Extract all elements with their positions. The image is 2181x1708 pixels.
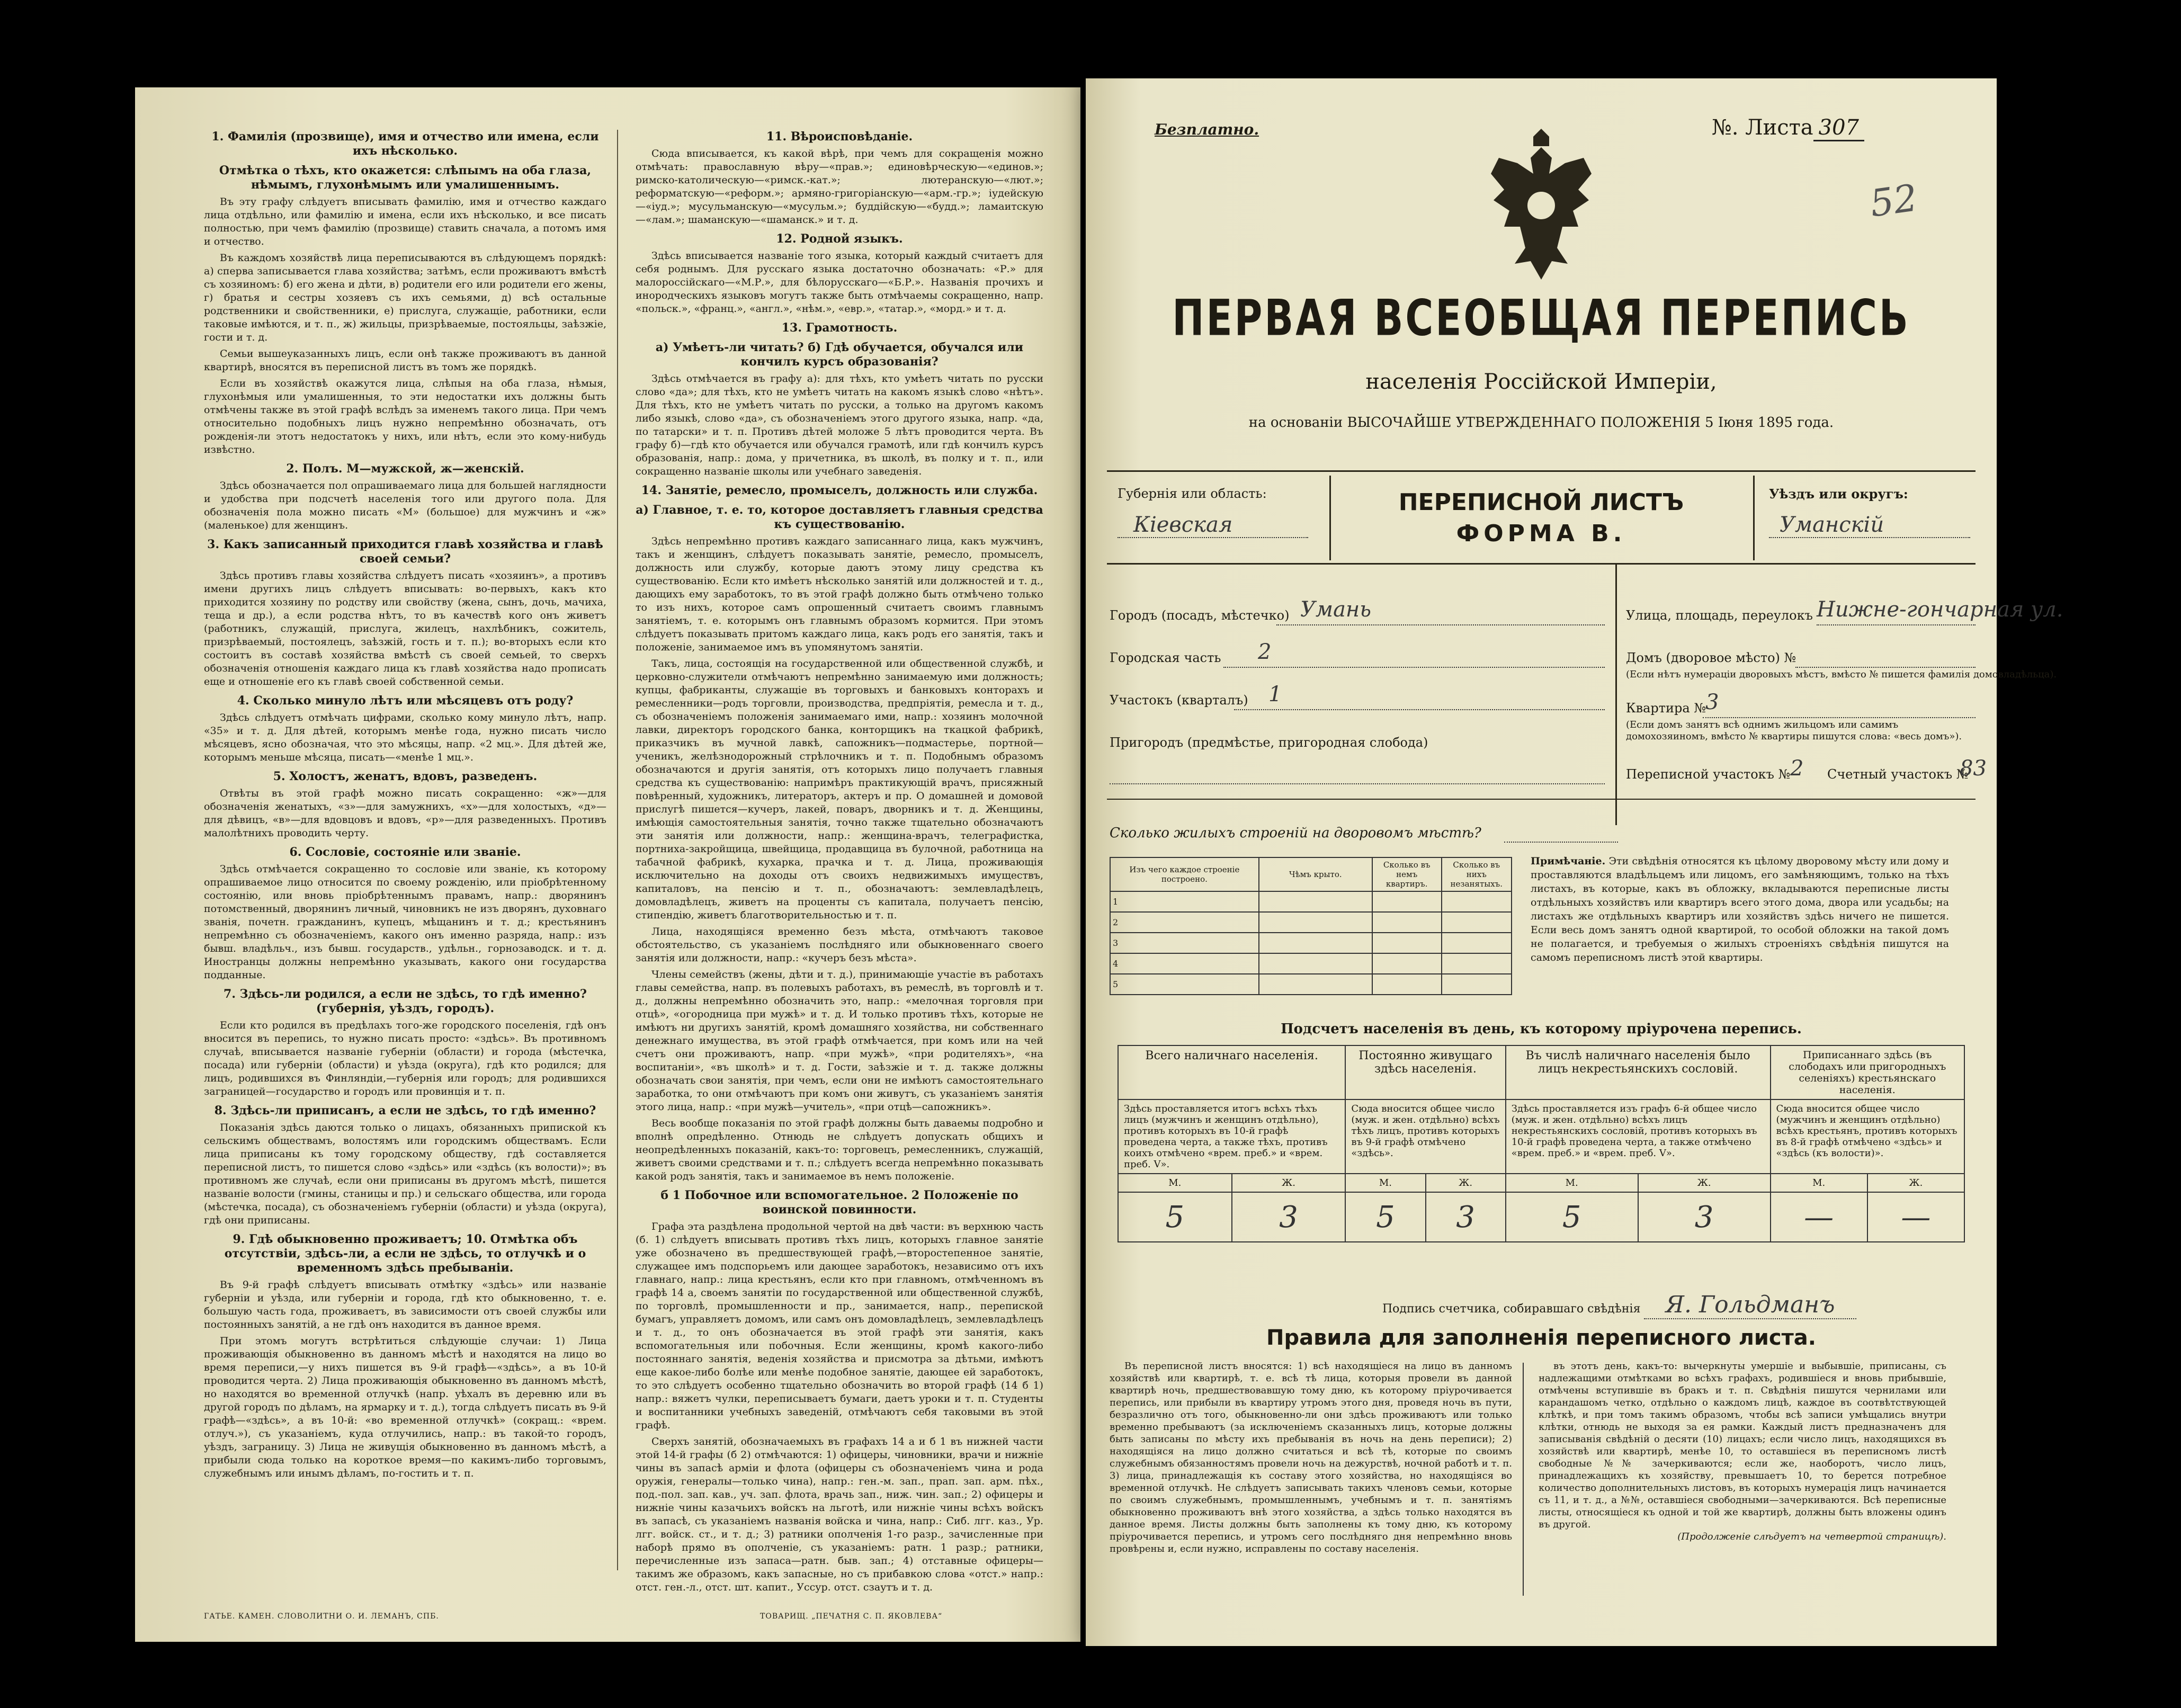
section-heading: 4. Сколько минуло лѣтъ или мѣсяцевъ отъ роду? [237,694,574,708]
instruction-paragraph: Показанія здѣсь даются только о лицахъ, обязанныхъ припиской къ сельскимъ обществамъ, волостямъ или городскимъ обществамъ. Если лица приписаны къ тому городскому обществу, гдѣ составляется переписной листъ, то пишется слово «здѣсь» или «здѣсь (къ волости)»; въ противномъ же случаѣ, если они приписаны въ другомъ мѣстѣ, пишется названіе волости (гмины, станицы и пр.) и сельскаго общества, или города (мѣстечка, посада), съ обозначеніемъ губерніи (области) и уѣзда (округа), гдѣ они приписаны. [204,1122,606,1226]
form-title-variant: ФОРМА В. [1456,520,1626,547]
section-heading: Отмѣтка о тѣхъ, кто окажется: слѣпымъ на оба глаза, нѣмымъ, глухонѣмымъ или умалишеннымъ. [219,164,592,192]
section-heading: 3. Какъ записанный приходится главѣ хозяйства и главѣ своей семьи? [207,538,603,566]
form-title-main: ПЕРЕПИСНОЙ ЛИСТЪ [1398,489,1684,516]
buildings-table [1110,857,1512,995]
instruction-paragraph: Въ каждомъ хозяйствѣ лица переписываются въ слѣдующемъ порядкѣ: а) сперва записывается глава хозяйства; затѣмъ, если проживаютъ вмѣстѣ съ хозяиномъ: б) его жена и дѣти, в) родители его или родители его жены, г) братья и сестры хозяевъ съ ихъ семьями, д) всѣ остальные родственники и свойственники, е) прислуга, служащіе, работники, если таковые имѣются, и т. п., ж) жильцы, призрѣваемые, постояльцы, заѣзжіе, гости и т. д. [204,252,606,343]
section-heading: а) Умѣетъ-ли читать? б) Гдѣ обучается, обучался или кончилъ курсъ образованія? [655,341,1024,369]
gorod-value[interactable]: Умань [1300,597,1372,622]
section-heading: б 1 Побочное или вспомогательное. 2 Положеніе по воинской повинности. [660,1188,1018,1217]
chast-field [1110,640,1272,665]
instruction-paragraph: Въ 9-й графѣ слѣдуетъ вписывать отмѣтку «здѣсь» или названіе губерніи и уѣзда, или губерніи и города, гдѣ кто обыкновенно, т. е. большую часть года, проживаетъ, въ зависимости отъ своей службы или постоянныхъ занятій, а не гдѣ онъ находится въ данное время. [204,1279,606,1330]
buildings-row [1110,891,1512,912]
buildings-row [1110,933,1512,953]
sex-label: Ж. [1867,1174,1964,1192]
building-note-title: Примѣчаніе. [1531,855,1606,867]
count-value[interactable]: 5 [1118,1192,1232,1242]
kvartira-label: Квартира № [1626,701,1706,716]
buildings-table-body [1110,891,1512,995]
rules-text-1: Въ переписной листъ вносятся: 1) всѣ находящіеся на лицо въ данномъ хозяйствѣ или квартирѣ, т. е. всѣ тѣ лица, которыя провели въ данной квартирѣ ночь, предшествовавшую тому дню, къ которому пріурочивается перепись, или прибыли въ квартиру утромъ этого дня, проведя ночь въ пути, безразлично отъ того, обыкновенно-ли они здѣсь проживаютъ или только временно пребываютъ (за исключеніемъ сказанныхъ лицъ, которые должны быть записаны по мѣсту ихъ пребыванія въ ночь на день переписи); 2) находящіяся на лицо должно считаться и всѣ тѣ, которые по своимъ служебнымъ обязанностямъ провели ночь на дежурствѣ, ночной работѣ и т. п. 3) лица, принадлежащія къ составу этого хозяйства, но находящіяся во временной отлучкѣ. Не слѣдуетъ записывать такихъ членовъ семьи, которые по своимъ служебнымъ, промышленнымъ, учебнымъ и т. п. занятіямъ обыкновенно проживаютъ внѣ этого хозяйства, а здѣсь только находятся въ данное время. Листы должны быть заполнены къ тому дню, къ которому пріурочивается перепись, и утромъ сего послѣдняго дня непремѣнно вновь провѣрены и, если нужно, исправлены по составу населенія. [1110,1361,1512,1554]
bldg-header-roof: Чѣмъ крыто. [1259,857,1372,891]
page-subtitle-basis: на основаніи ВЫСОЧАЙШЕ УТВЕРЖДЕННАГО ПОЛОЖЕНІЯ 5 Іюня 1895 года. [1248,415,1834,431]
instruction-paragraph: Отвѣты въ этой графѣ можно писать сокращенно: «ж»—для обозначенія женатыхъ, «з»—для замужнихъ, «х»—для холостыхъ, «д»—для дѣвицъ, «в»—для вдовцовъ и вдовъ, «р»—для разведенныхъ. Противъ малолѣтнихъ проводить черту. [204,788,606,839]
uezd-underline [1769,536,1970,538]
buildings-row-number: 4 [1110,953,1259,974]
imperial-eagle-icon [1478,126,1605,287]
instruction-paragraph: Въ эту графу слѣдуетъ вписывать фамилію, имя и отчество каждаго лица отдѣльно, или фамилію и имена, если ихъ нѣсколько, и все писать полностью, при чемъ фамилію (прозвище) ставить сначала, а потомъ имя и отчество. [204,196,606,247]
section-heading: 9. Гдѣ обыкновенно проживаетъ; 10. Отмѣтка объ отсутствіи, здѣсь-ли, а если не здѣсь, то отлучкѣ и о временномъ здѣсь пребываніи. [224,1232,586,1275]
schet-uch-value[interactable]: 83 [1960,756,1987,781]
rules-column-1 [1110,1360,1512,1555]
pop-header-noncrest: Въ числѣ наличнаго населенія было лицъ некрестьянскихъ сословій. [1506,1045,1771,1099]
buildings-row [1110,953,1512,974]
buildings-row-number: 1 [1110,891,1259,912]
buildings-cell[interactable] [1442,974,1512,995]
buildings-question: Сколько жилыхъ строеній на дворовомъ мѣстѣ? [1110,825,1481,841]
buildings-row-number: 2 [1110,912,1259,933]
divider [1753,476,1755,560]
section-heading: 5. Холостъ, женатъ, вдовъ, разведенъ. [273,770,538,783]
buildings-cell[interactable] [1372,974,1442,995]
kvartira-value[interactable]: 3 [1705,690,1719,714]
form-header [1086,476,1997,560]
instruction-paragraph: Здѣсь непремѣнно противъ каждаго записаннаго лица, какъ мужчинъ, такъ и женщинъ, слѣдуетъ показывать занятіе, ремесло, промыселъ, должность или службу, которые даютъ этому лицу средства къ существованію. Если кто имѣетъ нѣсколько занятій или должностей и т. д., дающихъ ему заработокъ, то въ этой графѣ должно быть отмѣчено только то изъ нихъ, которое самъ опрошенный считаетъ своимъ главнымъ занятіемъ, т. е. которымъ онъ главнымъ образомъ кормится. При этомъ слѣдуетъ показывать притомъ каждаго лица, какъ родъ его занятія, такъ и положеніе, занимаемое имъ въ упомянутомъ занятіи. [636,535,1043,653]
count-row [1118,1192,1964,1242]
section-heading: 13. Грамотность. [781,321,898,335]
instructions-page [135,87,1080,1642]
buildings-cell[interactable] [1442,912,1512,933]
buildings-cell[interactable] [1372,891,1442,912]
instruction-paragraph: Сюда вписывается, къ какой вѣрѣ, при чемъ для сокращенія можно отмѣчать: православную вѣру—«прав.»; единовѣрческую—«единов.»; римско-католическую—«римск.-кат.»; лютеранскую—«лют.»; реформатскую—«реформ.»; армяно-григоріанскую—«арм.-гр.»; іудейскую—«іуд.»; мусульманскую—«мусульм.»; буддійскую—«будд.»; ламаитскую—«лам.»; шаманскую—«шаманск.» и т. д. [636,148,1043,226]
instruction-paragraph: Здѣсь слѣдуетъ отмѣчать цифрами, сколько кому минуло лѣтъ, напр. «35» и т. д. Для дѣтей, которымъ менѣе года, нужно писать число мѣсяцевъ, ясно обозначая, что это мѣсяцы, напр. «2 мц.». Для дѣтей же, которымъ меньше мѣсяца, писать—«менѣе 1 мц.». [204,712,606,763]
sex-label: Ж. [1232,1174,1346,1192]
building-note-text: Эти свѣдѣнія относятся къ цѣлому дворовому мѣсту или дому и проставляются владѣльцемъ или лицомъ, его замѣняющимъ, только на тѣхъ листахъ, въ которые, какъ въ обложку, вкладываются переписные листы отдѣльныхъ хозяйствъ или квартиръ всего этого дома, двора или усадьбы; на листахъ же отдѣльныхъ квартиръ или хозяйствъ здѣсь ничего не пишется. Если весь домъ занятъ одной квартирой, то особой обложки на такой домъ не полагается, и требуемыя о жилыхъ строеніяхъ свѣдѣнія пишутся на самомъ переписномъ листѣ этой квартиры. [1531,855,1949,963]
count-value[interactable]: — [1771,1192,1867,1242]
pop-desc-present: Здѣсь проставляется итогъ всѣхъ тѣхъ лицъ (мужчинъ и женщинъ отдѣльно), противъ которыхъ въ 10-й графѣ проведена черта, а также тѣхъ, противъ коихъ отмѣчено «врем. преб.» и «врем. преб. V». [1118,1099,1345,1174]
dom-field [1626,650,1796,665]
kvartira-field [1626,690,1719,716]
gubernia-value[interactable]: Кіевская [1133,513,1233,537]
instruction-paragraph: Весь вообще показанія по этой графѣ должны быть даваемы подробно и вполнѣ опредѣленно. Отнюдь не слѣдуетъ допускать общихъ и неопредѣленныхъ показаній, какъ-то: торговецъ, ремесленникъ, служащій, живетъ своими средствами и т. п.; слѣдуетъ всегда непремѣнно показывать какой родъ занятія, такъ и занимаемое въ немъ положеніе. [636,1117,1043,1182]
instruction-paragraph: Лица, находящіяся временно безъ мѣста, отмѣчаютъ таковое обстоятельство, съ указаніемъ послѣдняго или обыкновеннаго своего занятія или должности, напр.: «кучеръ безъ мѣста». [636,926,1043,964]
pop-desc-noncrest: Здѣсь проставляется изъ графъ 6-й общее число (муж. и жен. отдѣльно) всѣхъ лицъ некрестьянскихъ сословій, противъ которыхъ въ 10-й графѣ проведена черта, а также отмѣчено «врем. преб.» и «врем. преб. V». [1506,1099,1771,1174]
buildings-cell[interactable] [1259,953,1372,974]
sex-header-row [1118,1174,1964,1192]
count-value[interactable]: 5 [1506,1192,1638,1242]
instructions-column-2 [636,124,1043,1597]
pencil-number: 52 [1867,176,1920,226]
sex-label: М. [1345,1174,1425,1192]
count-value[interactable]: 3 [1638,1192,1771,1242]
gubernia-label: Губернія или область: [1118,486,1267,501]
uezd-label: Уѣздъ или округъ: [1769,486,1908,502]
buildings-cell[interactable] [1442,953,1512,974]
uezd-value[interactable]: Уманскій [1780,513,1884,537]
dom-note: (Если нѣтъ нумераціи дворовыхъ мѣстъ, вмѣсто № пишется фамилія домовладѣльца). [1626,669,2057,680]
rules-title: Правила для заполненія переписного листа. [1266,1326,1816,1350]
instruction-paragraph: Если въ хозяйствѣ окажутся лица, слѣпыя на оба глаза, нѣмыя, глухонѣмыя или умалишенныя, то эти недостатки ихъ должны быть отмѣчены также въ этой графѣ вслѣдъ за именемъ такого лица. При чемъ относительно подобныхъ лицъ нужно непремѣнно обозначать, отъ рожденія-ли этотъ недостатокъ у нихъ, или нѣтъ, если это кому-нибудь извѣстно. [204,378,606,455]
buildings-cell[interactable] [1442,933,1512,953]
section-heading: 11. Вѣроисповѣданіе. [766,130,913,144]
pop-header-peasant: Приписаннаго здѣсь (въ слободахъ или пригородныхъ селеніяхъ) крестьянскаго населенія. [1771,1045,1964,1099]
census-form-page [1086,78,2063,1646]
buildings-cell[interactable] [1442,891,1512,912]
dom-underline [1795,666,1976,668]
schet-uch-field [1827,756,1987,782]
bldg-header-material: Изъ чего каждое строеніе построено. [1110,857,1259,891]
ulitsa-field [1626,597,2063,623]
instruction-paragraph: Если кто родился въ предѣлахъ того-же городского поселенія, гдѣ онъ вносится въ перепись, то нужно писать просто: «здѣсь». Въ противномъ случаѣ, вписывается названіе губерніи (области) и города (мѣстечка, посада) или губерніи (области) и уѣзда (округа), гдѣ кто родился; для лицъ, родившихся въ Финляндіи,—губернія или городъ; для родившихся заграницей—государство и городъ или провинція и т. п. [204,1020,606,1097]
free-label: Безплатно. [1155,121,1259,138]
instruction-paragraph: Такъ, лица, состоящія на государственной или общественной службѣ, и церковно-служители отмѣчаютъ непремѣнно занимаемую ими должность; купцы, фабриканты, служащіе въ торговыхъ и банковыхъ конторахъ и ремесленники—родъ торговли, производства, предпріятія, ремесла и т. д., съ обозначеніемъ положенія занимаемаго ими, напр.: хозяинъ молочной лавки, директоръ городского банка, конторщикъ на ткацкой фабрикѣ, приказчикъ въ мучной лавкѣ, сапожникъ—подмастерье, портной—ученикъ, желѣзнодорожный стрѣлочникъ и т. п. Подобнымъ образомъ обозначаются и другія занятія, отъ которыхъ лицо получаетъ главныя средства къ существованію: напримѣръ практикующій врачъ, присяжный повѣренный, художникъ, литераторъ, актеръ и пр. О домашней и домовой прислугѣ пишется—кучеръ, лакей, поваръ, дворникъ и т. д. Женщины, имѣющія самостоятельныя занятія, точно также тщательно обозначаютъ эти занятія или должности, напр.: женщина-врачъ, телеграфистка, портниха-закройщица, швейщица, продавщица въ булочной, работница на табачной фабрикѣ, кухарка, прачка и т. д. Лица, проживающія исключительно на доходы отъ своихъ недвижимыхъ имуществъ, капиталовъ, на пенсію и т. п., обозначаютъ: землевладѣлецъ, домовладѣлецъ, живетъ на проценты съ капитала, получаетъ пенсію, стипендію, живетъ благотворительностью и т. п. [636,658,1043,921]
buildings-row-number: 3 [1110,933,1259,953]
prigorod-underline [1110,783,1605,784]
sex-label: Ж. [1638,1174,1771,1192]
enumerator-signature [1382,1291,1856,1318]
uchastok-underline [1234,709,1605,710]
printer-footer-right: ТОВАРИЩ. „ПЕЧАТНЯ С. П. ЯКОВЛЕВА“ [760,1612,943,1621]
rules-column-2 [1539,1360,1946,1543]
signature-value[interactable]: Я. Гольдманъ [1644,1291,1856,1319]
section-heading: а) Главное, т. е. то, которое доставляетъ главныя средства къ существованію. [636,503,1043,531]
buildings-row [1110,974,1512,995]
buildings-underline [1504,841,1618,843]
section-heading: 12. Родной языкъ. [776,232,903,246]
divider [1107,563,1976,565]
page-subtitle: населенія Россійской Имперіи, [1365,370,1717,394]
sheet-number [1712,115,1864,140]
divider [1107,799,1976,800]
ulitsa-underline [1817,624,1976,625]
gubernia-underline [1118,536,1308,538]
column-divider [1523,1363,1524,1596]
section-heading: 8. Здѣсь-ли приписанъ, а если не здѣсь, то гдѣ именно? [214,1104,596,1117]
building-note [1531,854,1949,964]
instruction-paragraph: Графа эта раздѣлена продольной чертой на двѣ части: въ верхнюю часть (б. 1) слѣдуетъ вписывать противъ тѣхъ лицъ, которыхъ главное занятіе уже обозначено въ предшествующей графѣ,—второстепенное занятіе, служащее имъ подспорьемъ или дающее заработокъ, независимо отъ ихъ главнаго, напр.: лица крестьянъ, если кто при главномъ, отмѣченномъ въ графѣ 14 а, своемъ занятіи по государственной или общественной службѣ, по торговлѣ, промышленности и пр., занимается, напр., перепиской бумагъ, управляетъ домомъ, или самъ онъ домовладѣлецъ, землевладѣлецъ и т. д., то онъ обозначается въ этой графѣ эти занятія, какъ вспомогательныя или побочныя. Если женщины, кромѣ какого-либо постояннаго занятія, веденія хозяйства и присмотра за дѣтьми, имѣютъ еще какое-либо болѣе или менѣе подобное занятіе, дающее ей заработокъ, то это слѣдуетъ особенно тщательно обозначить во второй графѣ (14 б 1) напр.: вяжетъ чулки, переписываетъ бумаги, даетъ уроки и т. п. Студенты и воспитанники учебныхъ заведеній, отмѣчаютъ себя таковыми въ этой графѣ. [636,1221,1043,1431]
ulitsa-value[interactable]: Нижне-гончарная ул. [1817,597,2063,622]
prigorod-field [1110,735,1428,750]
instruction-paragraph: Здѣсь отмѣчается сокращенно то сословіе или званіе, къ которому опрашиваемое лицо относится по своему рожденію, или пріобрѣтенному состоянію, или вновь пріобрѣтеннымъ правамъ, напр.: дворянинъ потомственный, дворянинъ личный, чиновникъ не изъ дворянъ, духовнаго званія, почетн. гражданинъ, купецъ, мѣщанинъ и т. д.; крестьянинъ непремѣнно съ обозначеніемъ, какого онъ именно разряда, напр.: изъ бывш. владѣльч., изъ бывш. государств., удѣльн., горнозаводск. и т. д. Иностранцы должны непремѣнно указывать, какого они государства подданные. [204,863,606,981]
sex-label: М. [1506,1174,1638,1192]
bldg-header-vacant: Сколько въ нихъ незанятыхъ. [1442,857,1512,891]
buildings-row-number: 5 [1110,974,1259,995]
buildings-cell[interactable] [1259,974,1372,995]
section-heading: 6. Сословіе, состояніе или званіе. [289,845,521,859]
rules-text-2: въ этотъ день, какъ-то: вычеркнуты умершіе и выбывшіе, приписаны, съ надлежащими отмѣтками во всѣхъ графахъ, родившіеся и вновь прибывшіе, отмѣчены вступившіе въ бракъ и т. п. Свѣдѣнія пишутся чернилами или карандашомъ четко, отдѣльно о каждомъ лицѣ, каждое въ соотвѣтствующей клѣткѣ, и при томъ такимъ образомъ, чтобы всѣ записи умѣщались внутри клѣтки, отнюдь не выходя за ея рамки. Каждый листъ предназначенъ для записыванія свѣдѣній о десяти (10) лицахъ; если число лицъ, находящихся въ хозяйствѣ или квартирѣ, менѣе 10, то оставшіеся въ переписномъ листѣ свободные №№ зачеркиваются; если же, наоборотъ, число лицъ, принадлежащихъ къ хозяйству, превышаетъ 10, то берется потребное количество дополнительныхъ листовъ, въ которыхъ нумерація лицъ начинается съ 11, и т. д., а №№, оставшіеся свободными—зачеркиваются. Всѣ переписные листы, относящіеся къ одной и той же квартирѣ, должны быть вложены одинъ въ другой. [1539,1361,1946,1530]
buildings-cell[interactable] [1372,953,1442,974]
uchastok-value[interactable]: 1 [1268,682,1282,707]
perepis-uch-field [1626,756,1804,782]
buildings-cell[interactable] [1259,891,1372,912]
chast-label: Городская часть [1110,650,1221,665]
instruction-paragraph: Здѣсь отмѣчается въ графу а): для тѣхъ, кто умѣетъ читать по русски слово «да»; для тѣхъ, кто не умѣетъ читать на какомъ языкѣ слово «нѣтъ». Для тѣхъ, кто не умѣетъ читать по русски, а только на другомъ какомъ либо языкѣ, слово «да», съ обозначеніемъ этого другого языка, напр. «да, по татарски» и т. п. Противъ дѣтей моложе 5 лѣтъ проводится черта. Въ графу б)—гдѣ кто обучается или обучался грамотѣ, или гдѣ кончилъ курсъ образованія, напр.: дома, у причетника, въ школѣ, въ полку и т. п., или сокращенно названіе школы или учебнаго заведенія. [636,373,1043,477]
instruction-paragraph: Семьи вышеуказанныхъ лицъ, если онѣ также проживаютъ въ данной квартирѣ, вносятся въ переписной листъ въ томъ же порядкѣ. [204,348,606,373]
pop-desc-peasant: Сюда вносится общее число (мужчинъ и женщинъ отдѣльно) всѣхъ крестьянъ, противъ которыхъ въ 8-й графѣ отмѣчено «здѣсь» и «здѣсь (къ волости)». [1771,1099,1964,1174]
buildings-cell[interactable] [1372,912,1442,933]
sex-label: М. [1771,1174,1867,1192]
sheet-number-label: №. Листа [1711,115,1813,140]
chast-underline [1223,666,1605,668]
prigorod-label: Пригородъ (предмѣстье, пригородная слобода) [1110,735,1428,750]
buildings-row [1110,912,1512,933]
instructions-column-1 [204,124,606,1483]
instruction-paragraph: Члены семействъ (жены, дѣти и т. д.), принимающіе участіе въ работахъ главы семейства, напр. въ полевыхъ работахъ, въ ремеслѣ, въ торговлѣ и т. д., должны непремѣнно обозначить это, напр.: «мелочная торговля при отцѣ», «огородница при мужѣ» и т. д. И только противъ тѣхъ, которые не имѣютъ ни другихъ занятій, кромѣ домашняго хозяйства, ни собственнаго денежнаго имущества, въ этой графѣ отмѣчается, при комъ или на чей счетъ они проживаютъ, напр. «при мужѣ», «при родителяхъ», «на воспитаніи», «въ школѣ» и т. д. Гости, заѣзжіе и т. д. также должны обозначать свои занятія, при чемъ, если они не имѣютъ самостоятельнаго заработка, то они отмѣчаютъ при комъ они живутъ, съ указаніемъ занятія этого лица, напр.: «при мужѣ—учитель», «при отцѣ—сапожникъ». [636,969,1043,1113]
instruction-paragraph: Здѣсь обозначается пол опрашиваемаго лица для большей наглядности и удобства при подсчетѣ населенія того или другого пола. Для обозначенія пола можно писать «М» (большое) для мужчинъ и «ж» (маленькое) для женщинъ. [204,480,606,531]
perepis-uch-label: Переписной участокъ № [1626,767,1791,782]
chast-value[interactable]: 2 [1258,640,1272,664]
count-value[interactable]: — [1867,1192,1964,1242]
uchastok-field [1110,682,1282,708]
sex-label: М. [1118,1174,1232,1192]
page-title: ПЕРВАЯ ВСЕОБЩАЯ ПЕРЕПИСЬ [1172,289,1910,347]
gorod-underline [1276,624,1605,625]
kvartira-underline [1703,717,1976,718]
buildings-cell[interactable] [1259,912,1372,933]
instruction-paragraph: Здѣсь противъ главы хозяйства слѣдуетъ писать «хозяинъ», а противъ имени другихъ лицъ слѣдуетъ вписывать: во-первыхъ, какъ кто приходится хозяину по родству или свойству (жена, сынъ, дочь, мачиха, теща и др.), а если родства нѣтъ, то въ качествѣ кого онъ живетъ (работникъ, служащій, прислуга, жилецъ, нахлѣбникъ, сожитель, призрѣваемый, постоялецъ, заѣзжій, гость и т. п.); во-вторыхъ если кто состоитъ въ составѣ хозяйства вмѣстѣ съ своей семьей, то сверхъ обозначенія отношенія каждаго лица къ главѣ хозяйства надо прописать еще и отношеніе его къ главѣ своей собственной семьи. [204,570,606,687]
sex-label: Ж. [1426,1174,1506,1192]
form-title [1340,489,1742,547]
divider [1107,470,1976,472]
instruction-paragraph: Сверхъ занятій, обозначаемыхъ въ графахъ 14 а и б 1 въ нижней части этой 14-й графы (б 2) отмѣчаются: 1) офицеры, чиновники, врачи и нижніе чины въ запасѣ арміи и флота (офицеры съ обозначеніемъ чина и рода оружія, генералы—только чина), напр.: ген.-м. зап., прап. зап. арм. пѣх., под.-пол. зап. кав., уч. зап. флота, врачь зап., ниж. чин. зап.; 2) офицеры и нижніе чины казачьихъ войскъ на льготѣ, или нижніе чины всѣхъ войскъ въ запасѣ, съ указаніемъ названія войска и чина, напр.: Сиб. лгг. каз., Ур. лгг. войск. ст., и т. д.; 3) ратники ополченія 1-го разр., зачисленные при наборѣ прямо въ ополченіе, съ указаніемъ: ратн. 1 разр.; ратники, перечисленные изъ запаса—ратн. быв. зап.; 4) отставные офицеры—такимъ же образомъ, какъ запасные, но съ прибавкою слова «отст.» напр.: отст. ген.-л., отст. шт. капит., Уссур. отст. сзаутъ и т. д. [636,1436,1043,1593]
column-divider [617,130,618,1570]
divider [1615,563,1617,825]
population-count-title: Подсчетъ населенія въ день, къ которому пріурочена перепись. [1281,1021,1802,1037]
rules-continued: (Продолженіе слѣдуетъ на четвертой страницѣ). [1677,1531,1946,1542]
instruction-paragraph: При этомъ могутъ встрѣтиться слѣдующіе случаи: 1) Лица проживающія обыкновенно въ данномъ мѣстѣ и находятся на лицо во время переписи,—у нихъ пишется въ 9-й графѣ—«здѣсь», а въ 10-й проводится черта. 2) Лица проживающія обыкновенно въ данномъ мѣстѣ, но находятся во временной отлучкѣ (напр. уѣхалъ въ деревню или въ другой городъ по дѣламъ, на ярмарку и т. д.), тогда слѣдуетъ писать въ 9-й графѣ—«здѣсь», а въ 10-й: «во временной отлучкѣ» (сокращ.: «врем. отлуч.»), съ указаніемъ, куда отлучились, напр.: въ такой-то городъ, уѣздъ, заграницу. 3) Лица не живущія обыкновенно въ данномъ мѣстѣ, а прибыли сюда только на короткое время—по какимъ-либо торговымъ, служебнымъ или инымъ дѣламъ, по-гостить и т. п. [204,1335,606,1479]
pop-header-present: Всего наличнаго населенія. [1118,1045,1345,1099]
signature-label: Подпись счетчика, собиравшаго свѣдѣнія [1382,1302,1641,1316]
gorod-label: Городъ (посадъ, мѣстечко) [1110,608,1290,623]
gorod-field [1110,597,1372,623]
instruction-paragraph: Здѣсь вписывается названіе того языка, который каждый считаетъ для себя роднымъ. Для русскаго языка достаточно обозначать: «Р.» для малороссійскаго—«М.Р.», для бѣлорусскаго—«Б.Р.». Названія прочихъ и инородческихъ языковъ могутъ также быть отмѣчаемы сокращенно, напр. «польск.», «франц.», «англ.», «нѣм.», «евр.», «татар.», «морд.» и т. д. [636,250,1043,315]
ulitsa-label: Улица, площадь, переулокъ [1626,608,1813,623]
population-table [1118,1045,1965,1242]
count-value[interactable]: 5 [1345,1192,1425,1242]
bldg-header-apartments: Сколько въ немъ квартиръ. [1372,857,1442,891]
dom-label: Домъ (дворовое мѣсто) № [1626,650,1796,665]
pop-header-permanent: Постоянно живущаго здѣсь населенія. [1345,1045,1505,1099]
buildings-cell[interactable] [1259,933,1372,953]
uchastok-label: Участокъ (кварталъ) [1110,693,1248,708]
count-value[interactable]: 3 [1232,1192,1346,1242]
printer-footer-left: ГАТЬЕ. КАМЕН. СЛОВОЛИТНИ О. И. ЛЕМАНЪ, СПБ. [204,1612,439,1621]
divider [1329,476,1331,560]
section-heading: 14. Занятіе, ремесло, промыселъ, должность или служба. [641,484,1038,497]
perepis-uch-value[interactable]: 2 [1790,756,1804,781]
pop-desc-permanent: Сюда вносится общее число (муж. и жен. отдѣльно) всѣхъ тѣхъ лицъ, противъ которыхъ въ 9-й графѣ отмѣчено «здѣсь». [1345,1099,1505,1174]
count-value[interactable]: 3 [1426,1192,1506,1242]
buildings-cell[interactable] [1372,933,1442,953]
kvartira-note: (Если домъ занятъ всѣ однимъ жильцомъ или самимъ домохозяиномъ, вмѣсто № квартиры пишутся слова: «весь домъ»). [1626,719,1962,742]
sheet-number-value: 307 [1813,115,1864,141]
section-heading: 1. Фамилія (прозвище), имя и отчество или имена, если ихъ нѣсколько. [211,130,599,158]
section-heading: 2. Полъ. М—мужской, ж—женскій. [286,462,524,476]
schet-uch-label: Счетный участокъ № [1827,767,1969,782]
section-heading: 7. Здѣсь-ли родился, а если не здѣсь, то гдѣ именно? (губернія, уѣздъ, городъ). [224,987,587,1015]
